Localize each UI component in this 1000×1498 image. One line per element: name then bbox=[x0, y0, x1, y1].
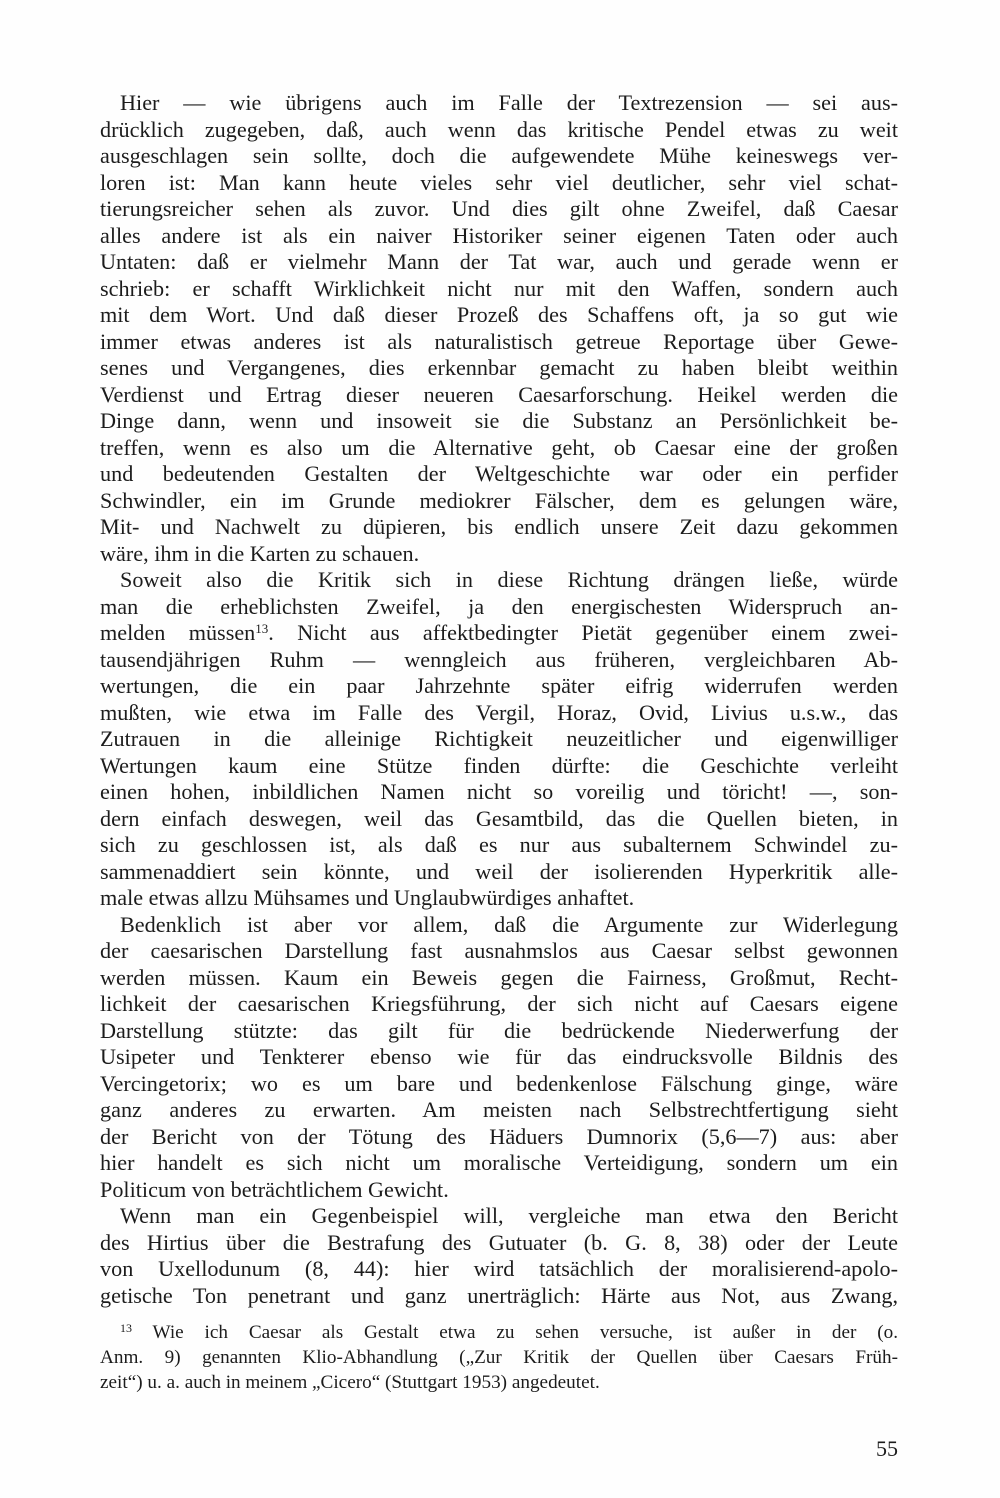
text-line: Usipeter und Tenkterer ebenso wie für das eindrucksvolle Bildnis des bbox=[100, 1044, 898, 1069]
text-line: dern einfach deswegen, weil das Gesamtbild, das die Quellen bieten, in bbox=[100, 805, 898, 831]
text-fragment: . Nicht aus affektbedingter Pietät gegenüber einem zwei- bbox=[268, 620, 898, 645]
text-line: Wenn man ein Gegenbeispiel will, vergleiche man etwa den Bericht bbox=[120, 1203, 898, 1228]
text-line: der Bericht von der Tötung des Häduers Dumnorix (5,6—7) aus: aber bbox=[100, 1123, 898, 1149]
text-line: Hier — wie übrigens auch im Falle der Textrezension — sei aus- bbox=[120, 90, 898, 115]
text-line: lichkeit der caesarischen Kriegsführung, der sich nicht auf Caesars eigene bbox=[100, 991, 898, 1016]
footnote-reference[interactable]: 13 bbox=[255, 621, 269, 636]
text-line: des Hirtius über die Bestrafung des Gutuater (b. G. 8, 38) oder der Leute bbox=[100, 1229, 898, 1255]
text-line: mußten, wie etwa im Falle des Vergil, Horaz, Ovid, Livius u.s.w., das bbox=[100, 699, 898, 725]
text-line: tausendjährigen Ruhm — wenngleich aus früheren, vergleichbaren Ab- bbox=[100, 646, 898, 672]
text-line: tierungsreicher sehen als zuvor. Und dies gilt ohne Zweifel, daß Caesar bbox=[100, 196, 898, 221]
text-line: Zutrauen in die alleinige Richtigkeit neuzeitlicher und eigenwilliger bbox=[100, 726, 898, 751]
text-line: man die erheblichsten Zweifel, ja den energischesten Widerspruch an- bbox=[100, 593, 898, 619]
text-line: Bedenklich ist aber vor allem, daß die Argumente zur Widerlegung bbox=[120, 911, 898, 937]
main-text bbox=[100, 90, 898, 1309]
text-line: treffen, wenn es also um die Alternative geht, ob Caesar eine der großen bbox=[100, 434, 898, 460]
text-line: Schwindler, ein im Grunde mediokrer Fälscher, dem es gelungen wäre, bbox=[100, 487, 898, 513]
footnote-line bbox=[100, 1320, 898, 1345]
footnote-text: Wie ich Caesar als Gestalt etwa zu sehen versuche, ist außer in der (o. bbox=[132, 1322, 898, 1343]
text-line: und bedeutenden Gestalten der Weltgeschichte war oder ein perfider bbox=[100, 461, 898, 486]
text-line: Mit- und Nachwelt zu düpieren, bis endlich unsere Zeit dazu gekommen bbox=[100, 514, 898, 539]
text-line: getische Ton penetrant und ganz unerträglich: Härte aus Not, aus Zwang, bbox=[100, 1282, 898, 1308]
text-line: wäre, ihm in die Karten zu schauen. bbox=[100, 540, 420, 566]
footnote-line: zeit“) u. a. auch in meinem „Cicero“ (Stuttgart 1953) angedeutet. bbox=[100, 1372, 600, 1393]
text-line: Verdienst und Ertrag dieser neueren Caesarforschung. Heikel werden die bbox=[100, 381, 898, 407]
text-line: Dinge dann, wenn und insoweit sie die Substanz an Persönlichkeit be- bbox=[100, 408, 898, 433]
footnote-number: 13 bbox=[120, 1321, 132, 1335]
text-line: einen hohen, inbildlichen Namen nicht so voreilig und töricht! —, son- bbox=[100, 779, 898, 804]
text-line: Politicum von beträchtlichem Gewicht. bbox=[100, 1176, 449, 1202]
footnote-section bbox=[100, 1320, 898, 1395]
text-line: Wertungen kaum eine Stütze finden dürfte: die Geschichte verleiht bbox=[100, 752, 898, 778]
text-line: sammenaddiert sein könnte, und weil der isolierenden Hyperkritik alle- bbox=[100, 858, 898, 884]
text-line: Darstellung stützte: das gilt für die bedrückende Niederwerfung der bbox=[100, 1017, 898, 1043]
text-line: Vercingetorix; wo es um bare und bedenkenlose Fälschung ginge, wäre bbox=[100, 1070, 898, 1096]
footnote-line: Anm. 9) genannten Klio-Abhandlung („Zur Kritik der Quellen über Caesars Früh- bbox=[100, 1347, 898, 1368]
text-line: schrieb: er schafft Wirklichkeit nicht nur mit den Waffen, sondern auch bbox=[100, 275, 898, 301]
text-line: loren ist: Man kann heute vieles sehr viel deutlicher, sehr viel schat- bbox=[100, 169, 898, 195]
text-line: von Uxellodunum (8, 44): hier wird tatsächlich der moralisierend-apolo- bbox=[100, 1256, 898, 1281]
text-line: senes und Vergangenes, dies erkennbar gemacht zu haben bleibt weithin bbox=[100, 355, 898, 380]
text-line: Soweit also die Kritik sich in diese Richtung drängen ließe, würde bbox=[120, 567, 898, 592]
text-line-with-footnote bbox=[100, 620, 898, 647]
text-line: wertungen, die ein paar Jahrzehnte später eifrig widerrufen werden bbox=[100, 673, 898, 698]
text-line: immer etwas anderes ist als naturalistisch getreue Reportage über Gewe- bbox=[100, 328, 898, 354]
text-line: mit dem Wort. Und daß dieser Prozeß des Schaffens oft, ja so gut wie bbox=[100, 302, 898, 327]
text-line: der caesarischen Darstellung fast ausnahmslos aus Caesar selbst gewonnen bbox=[100, 938, 898, 963]
text-fragment: melden müssen bbox=[100, 620, 256, 645]
text-line: alles andere ist als ein naiver Historiker seiner eigenen Taten oder auch bbox=[100, 222, 898, 248]
text-line: Untaten: daß er vielmehr Mann der Tat war, auch und gerade wenn er bbox=[100, 249, 898, 274]
page-number: 55 bbox=[876, 1436, 898, 1461]
text-line: ganz anderes zu erwarten. Am meisten nach Selbstrechtfertigung sieht bbox=[100, 1097, 898, 1122]
text-line: hier handelt es sich nicht um moralische Verteidigung, sondern um ein bbox=[100, 1150, 898, 1175]
text-line: sich zu geschlossen ist, als daß es nur aus subalternem Schwindel zu- bbox=[100, 832, 898, 857]
text-line: male etwas allzu Mühsames und Unglaubwürdiges anhaftet. bbox=[100, 885, 635, 910]
text-line: ausgeschlagen sein sollte, doch die aufgewendete Mühe keineswegs ver- bbox=[100, 143, 898, 168]
text-line: drücklich zugegeben, daß, auch wenn das kritische Pendel etwas zu weit bbox=[100, 116, 898, 142]
text-line: werden müssen. Kaum ein Beweis gegen die Fairness, Großmut, Recht- bbox=[100, 964, 898, 990]
